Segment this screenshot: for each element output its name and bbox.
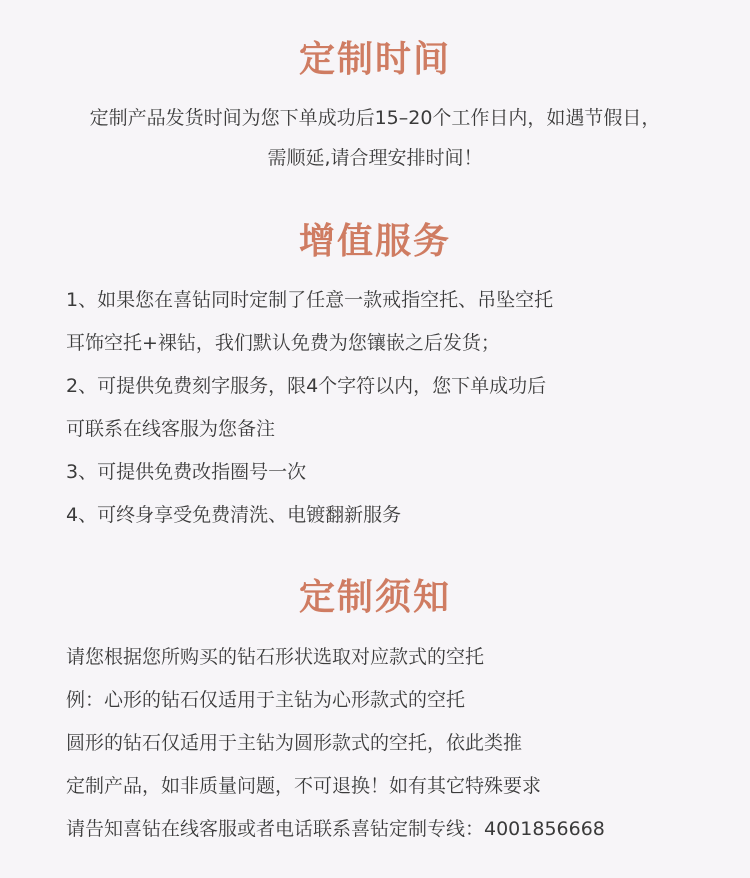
service-line-1: 1、如果您在喜钻同时定制了任意一款戒指空托、吊坠空托 bbox=[66, 289, 554, 311]
timing-line-2: 需顺延,请合理安排时间！ bbox=[267, 147, 483, 169]
timing-line-1: 定制产品发货时间为您下单成功后15–20个工作日内，如遇节假日， bbox=[89, 107, 661, 129]
section-title-notice: 定制须知 bbox=[298, 577, 451, 618]
service-line-4: 可联系在线客服为您备注 bbox=[66, 418, 276, 440]
section-title-services: 增值服务 bbox=[298, 221, 451, 262]
notice-line-5: 请告知喜钻在线客服或者电话联系喜钻定制专线：4001856668 bbox=[66, 818, 605, 840]
service-line-6: 4、可终身享受免费清洗、电镀翻新服务 bbox=[66, 504, 402, 526]
notice-line-4: 定制产品，如非质量问题，不可退换！如有其它特殊要求 bbox=[66, 775, 542, 797]
service-line-5: 3、可提供免费改指圈号一次 bbox=[66, 461, 307, 483]
service-line-2: 耳饰空托+裸钻，我们默认免费为您镶嵌之后发货； bbox=[66, 332, 500, 354]
notice-line-2: 例：心形的钻石仅适用于主钻为心形款式的空托 bbox=[66, 689, 466, 711]
notice-line-3: 圆形的钻石仅适用于主钻为圆形款式的空托，依此类推 bbox=[66, 732, 523, 754]
section-title-timing: 定制时间 bbox=[298, 39, 451, 80]
service-line-3: 2、可提供免费刻字服务，限4个字符以内，您下单成功后 bbox=[66, 375, 547, 397]
notice-line-1: 请您根据您所购买的钻石形状选取对应款式的空托 bbox=[66, 646, 485, 668]
